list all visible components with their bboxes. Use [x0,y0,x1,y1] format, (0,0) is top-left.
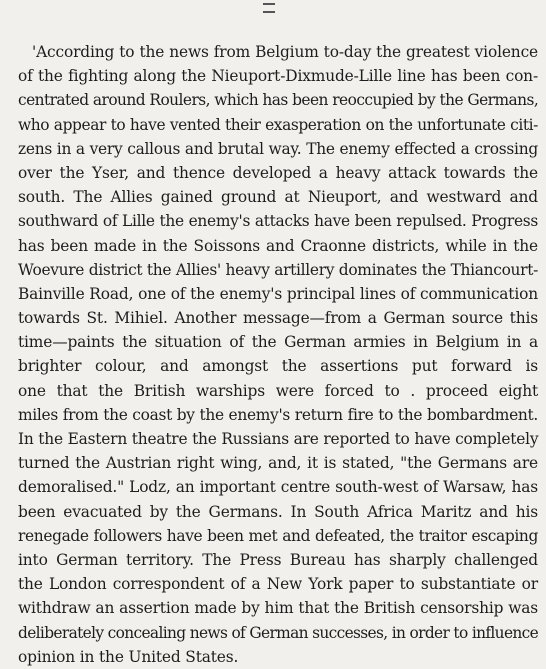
text-line: opinion in the United States. [18,647,239,666]
text-line: of the fighting along the Nieuport-Dixmude-Lille line has been con- [18,67,538,86]
text-line: time—paints the situation of the German armies in Belgium in a [18,333,538,352]
text-line: brighter colour, and amongst the assertions put forward is [18,357,538,376]
text-line: southward of Lille the enemy's attacks have been repulsed. Progress [18,212,538,231]
rule-line [263,11,275,13]
rule-line [263,3,275,5]
text-line: has been made in the Soissons and Craonne districts, while in the [18,236,538,255]
text-line: Bainville Road, one of the enemy's principal lines of communication [18,284,538,303]
header-rule-ornament [263,3,275,13]
text-line: the London correspondent of a New York paper to substantiate or [18,575,538,594]
text-line: over the Yser, and thence developed a heavy attack towards the [18,163,538,182]
text-line: miles from the coast by the enemy's return fire to the bombardment. [18,405,538,424]
text-line: turned the Austrian right wing, and, it is stated, "the Germans are [18,454,538,473]
article-body [18,40,538,669]
text-line: deliberately concealing news of German successes, in order to influence [18,623,539,642]
text-line: renegade followers have been met and defeated, the traitor escaping [18,526,538,545]
text-line: withdraw an assertion made by him that the British censorship was [18,599,538,618]
text-line: centrated around Roulers, which has been reoccupied by the Germans, [18,91,539,110]
text-line: one that the British warships were forced to . proceed eight [18,381,538,400]
text-line: been evacuated by the Germans. In South Africa Maritz and his [18,502,538,521]
text-line: demoralised." Lodz, an important centre south-west of Warsaw, has [18,478,538,497]
text-line: south. The Allies gained ground at Nieuport, and westward and [18,188,538,207]
text-line: who appear to have vented their exasperation on the unfortunate citi- [18,115,538,134]
text-line: towards St. Mihiel. Another message—from a German source this [18,309,538,328]
text-line: In the Eastern theatre the Russians are reported to have completely [18,430,539,448]
text-line: 'According to the news from Belgium to-day the greatest violence [32,43,538,61]
text-line: into German territory. The Press Bureau has sharply challenged [18,550,538,569]
text-line: Woevure district the Allies' heavy artillery dominates the Thiancourt- [18,260,538,279]
text-line: zens in a very callous and brutal way. The enemy effected a crossing [18,139,538,158]
